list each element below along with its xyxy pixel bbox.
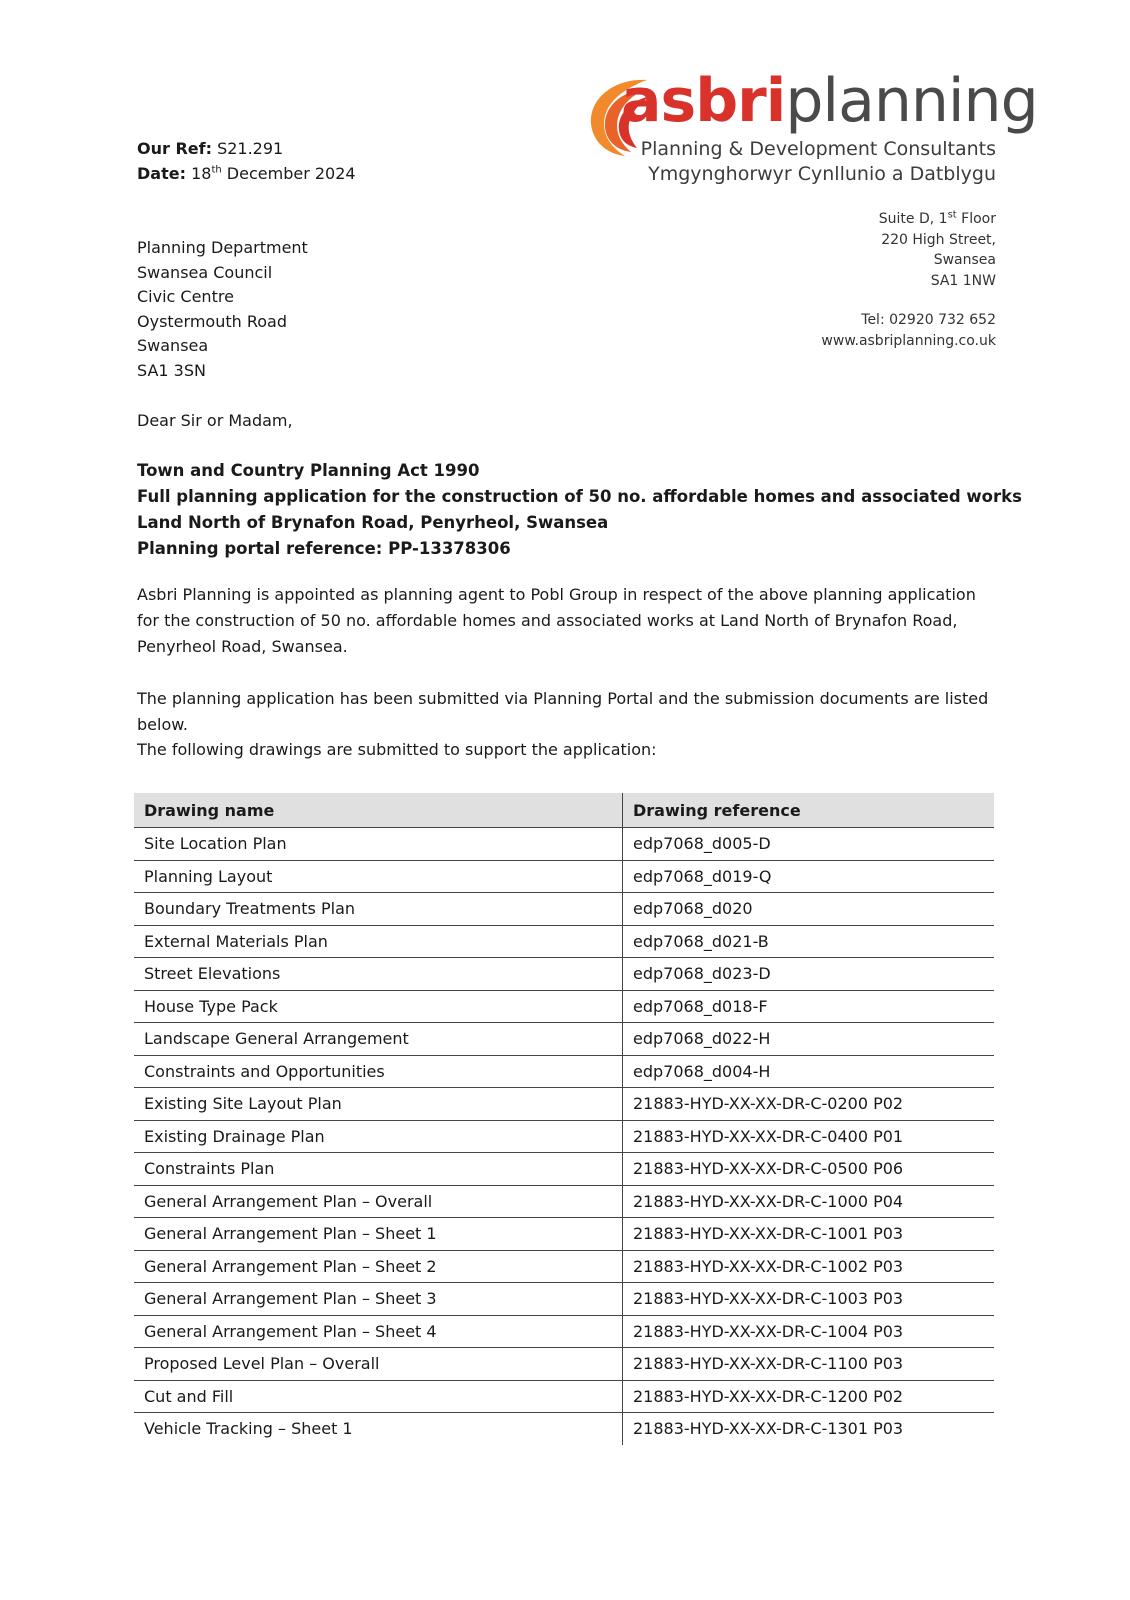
drawing-name-cell: Cut and Fill [134,1380,623,1413]
table-row [134,1250,994,1283]
body-paragraph-3: The following drawings are submitted to support the application: [137,740,657,759]
drawing-reference-cell: 21883-HYD-XX-XX-DR-C-1301 P03 [633,1419,904,1439]
heading-line: Land North of Brynafon Road, Penyrheol, Swansea [137,513,609,532]
drawing-name-cell: Existing Drainage Plan [134,1120,623,1153]
drawing-reference-cell: edp7068_d019-Q [623,860,995,893]
body-paragraph-1: Asbri Planning is appointed as planning agent to Pobl Group in respect of the above planning application for the construction of 50 no. affordable homes and associated works at Land North of Brynafon Road, Penyrheol Road, Swansea. [137,585,976,656]
drawing-name-cell: General Arrangement Plan – Sheet 4 [134,1315,623,1348]
drawing-name-cell: Planning Layout [134,860,623,893]
table-row [134,1315,994,1348]
our-ref: Our Ref: S21.291 [137,139,284,158]
website: www.asbriplanning.co.uk [821,332,996,349]
table-row [134,828,994,861]
drawing-name-cell: Constraints and Opportunities [134,1055,623,1088]
sender-address [821,209,996,351]
table-row [134,1120,994,1153]
logo-tagline-welsh: Ymgynghorwyr Cynllunio a Datblygu [648,163,996,185]
drawing-reference-cell: 21883-HYD-XX-XX-DR-C-0500 P06 [623,1153,995,1186]
drawing-name-cell: Landscape General Arrangement [134,1023,623,1056]
table-row [134,893,994,926]
header-drawing-name: Drawing name [134,793,623,828]
drawing-reference-cell: 21883-HYD-XX-XX-DR-C-1003 P03 [623,1283,995,1316]
table-row [134,1185,994,1218]
drawing-reference-cell: edp7068_d005-D [623,828,995,861]
table-row [134,1023,994,1056]
drawing-reference-cell: 21883-HYD-XX-XX-DR-C-1000 P04 [623,1185,995,1218]
drawing-name-cell: General Arrangement Plan – Sheet 1 [134,1218,623,1251]
heading-line: Planning portal reference: PP-13378306 [137,539,511,558]
drawing-reference-cell: 21883-HYD-XX-XX-DR-C-1001 P03 [623,1218,995,1251]
drawing-name-cell: Street Elevations [134,958,623,991]
reference-block [137,136,356,186]
drawing-name-cell: Constraints Plan [134,1153,623,1186]
drawing-reference-cell: edp7068_d004-H [623,1055,995,1088]
drawing-name-cell: Existing Site Layout Plan [134,1088,623,1121]
table-row [134,1153,994,1186]
drawing-reference-cell: edp7068_d023-D [623,958,995,991]
drawing-reference-cell: 21883-HYD-XX-XX-DR-C-1100 P03 [623,1348,995,1381]
company-logo [585,62,1038,192]
telephone: Tel: 02920 732 652 [861,312,996,328]
table-row [134,1380,994,1413]
table-row [134,1348,994,1381]
drawing-reference-cell: 21883-HYD-XX-XX-DR-C-1002 P03 [623,1250,995,1283]
address-line-1: Suite D, 1st Floor [878,209,996,227]
table-row [134,1218,994,1251]
heading-line: Full planning application for the construction of 50 no. affordable homes and associated works [137,487,1022,506]
drawing-name-cell: Site Location Plan [134,828,623,861]
drawing-reference-cell: 21883-HYD-XX-XX-DR-C-0400 P01 [623,1120,995,1153]
drawing-reference-cell: edp7068_d018-F [623,990,995,1023]
recipient-line: Oystermouth Road [137,311,287,331]
table-row [134,1088,994,1121]
drawing-name-cell: Proposed Level Plan – Overall [134,1348,623,1381]
address-line-3: Swansea [933,252,996,268]
drawing-name-cell: House Type Pack [134,990,623,1023]
table-row [134,958,994,991]
body-paragraph-2: The planning application has been submitted via Planning Portal and the submission documents are listed below. [137,689,989,734]
recipient-line: Civic Centre [137,287,234,306]
drawing-reference-cell: 21883-HYD-XX-XX-DR-C-1200 P02 [623,1380,995,1413]
drawing-reference-cell: edp7068_d020 [623,893,995,926]
recipient-line: Swansea Council [137,262,273,282]
drawing-reference-cell: 21883-HYD-XX-XX-DR-C-1004 P03 [623,1315,995,1348]
logo-tagline-english: Planning & Development Consultants [640,138,996,160]
table-header-row [134,793,994,828]
drawing-reference-cell: 21883-HYD-XX-XX-DR-C-0200 P02 [623,1088,995,1121]
table-row [134,1055,994,1088]
letter-heading [137,458,1022,562]
heading-line: Town and Country Planning Act 1990 [137,461,480,480]
drawing-name-cell: General Arrangement Plan – Sheet 2 [134,1250,623,1283]
drawing-name-cell: General Arrangement Plan – Sheet 3 [134,1283,623,1316]
drawing-name-cell: External Materials Plan [134,925,623,958]
drawing-name-cell: Boundary Treatments Plan [134,893,623,926]
drawing-name-cell: Vehicle Tracking – Sheet 1 [134,1413,623,1445]
salutation: Dear Sir or Madam, [137,411,293,430]
drawing-reference-cell: edp7068_d021-B [623,925,995,958]
table-row [134,1283,994,1316]
address-line-4: SA1 1NW [930,272,996,289]
drawing-name-cell: General Arrangement Plan – Overall [134,1185,623,1218]
letter-date: Date: 18th December 2024 [137,164,356,183]
address-line-2: 220 High Street, [881,231,996,248]
drawings-table [134,793,994,1445]
logo-wordmark: asbriplanning [621,66,1038,136]
table-row [134,990,994,1023]
recipient-line: Planning Department [137,238,308,257]
recipient-line: Swansea [137,336,209,355]
recipient-address [137,236,308,383]
table-row [134,860,994,893]
table-row [134,1413,994,1445]
table-row [134,925,994,958]
drawing-reference-cell: edp7068_d022-H [623,1023,995,1056]
recipient-line: SA1 3SN [137,360,206,380]
header-drawing-reference: Drawing reference [623,793,995,828]
